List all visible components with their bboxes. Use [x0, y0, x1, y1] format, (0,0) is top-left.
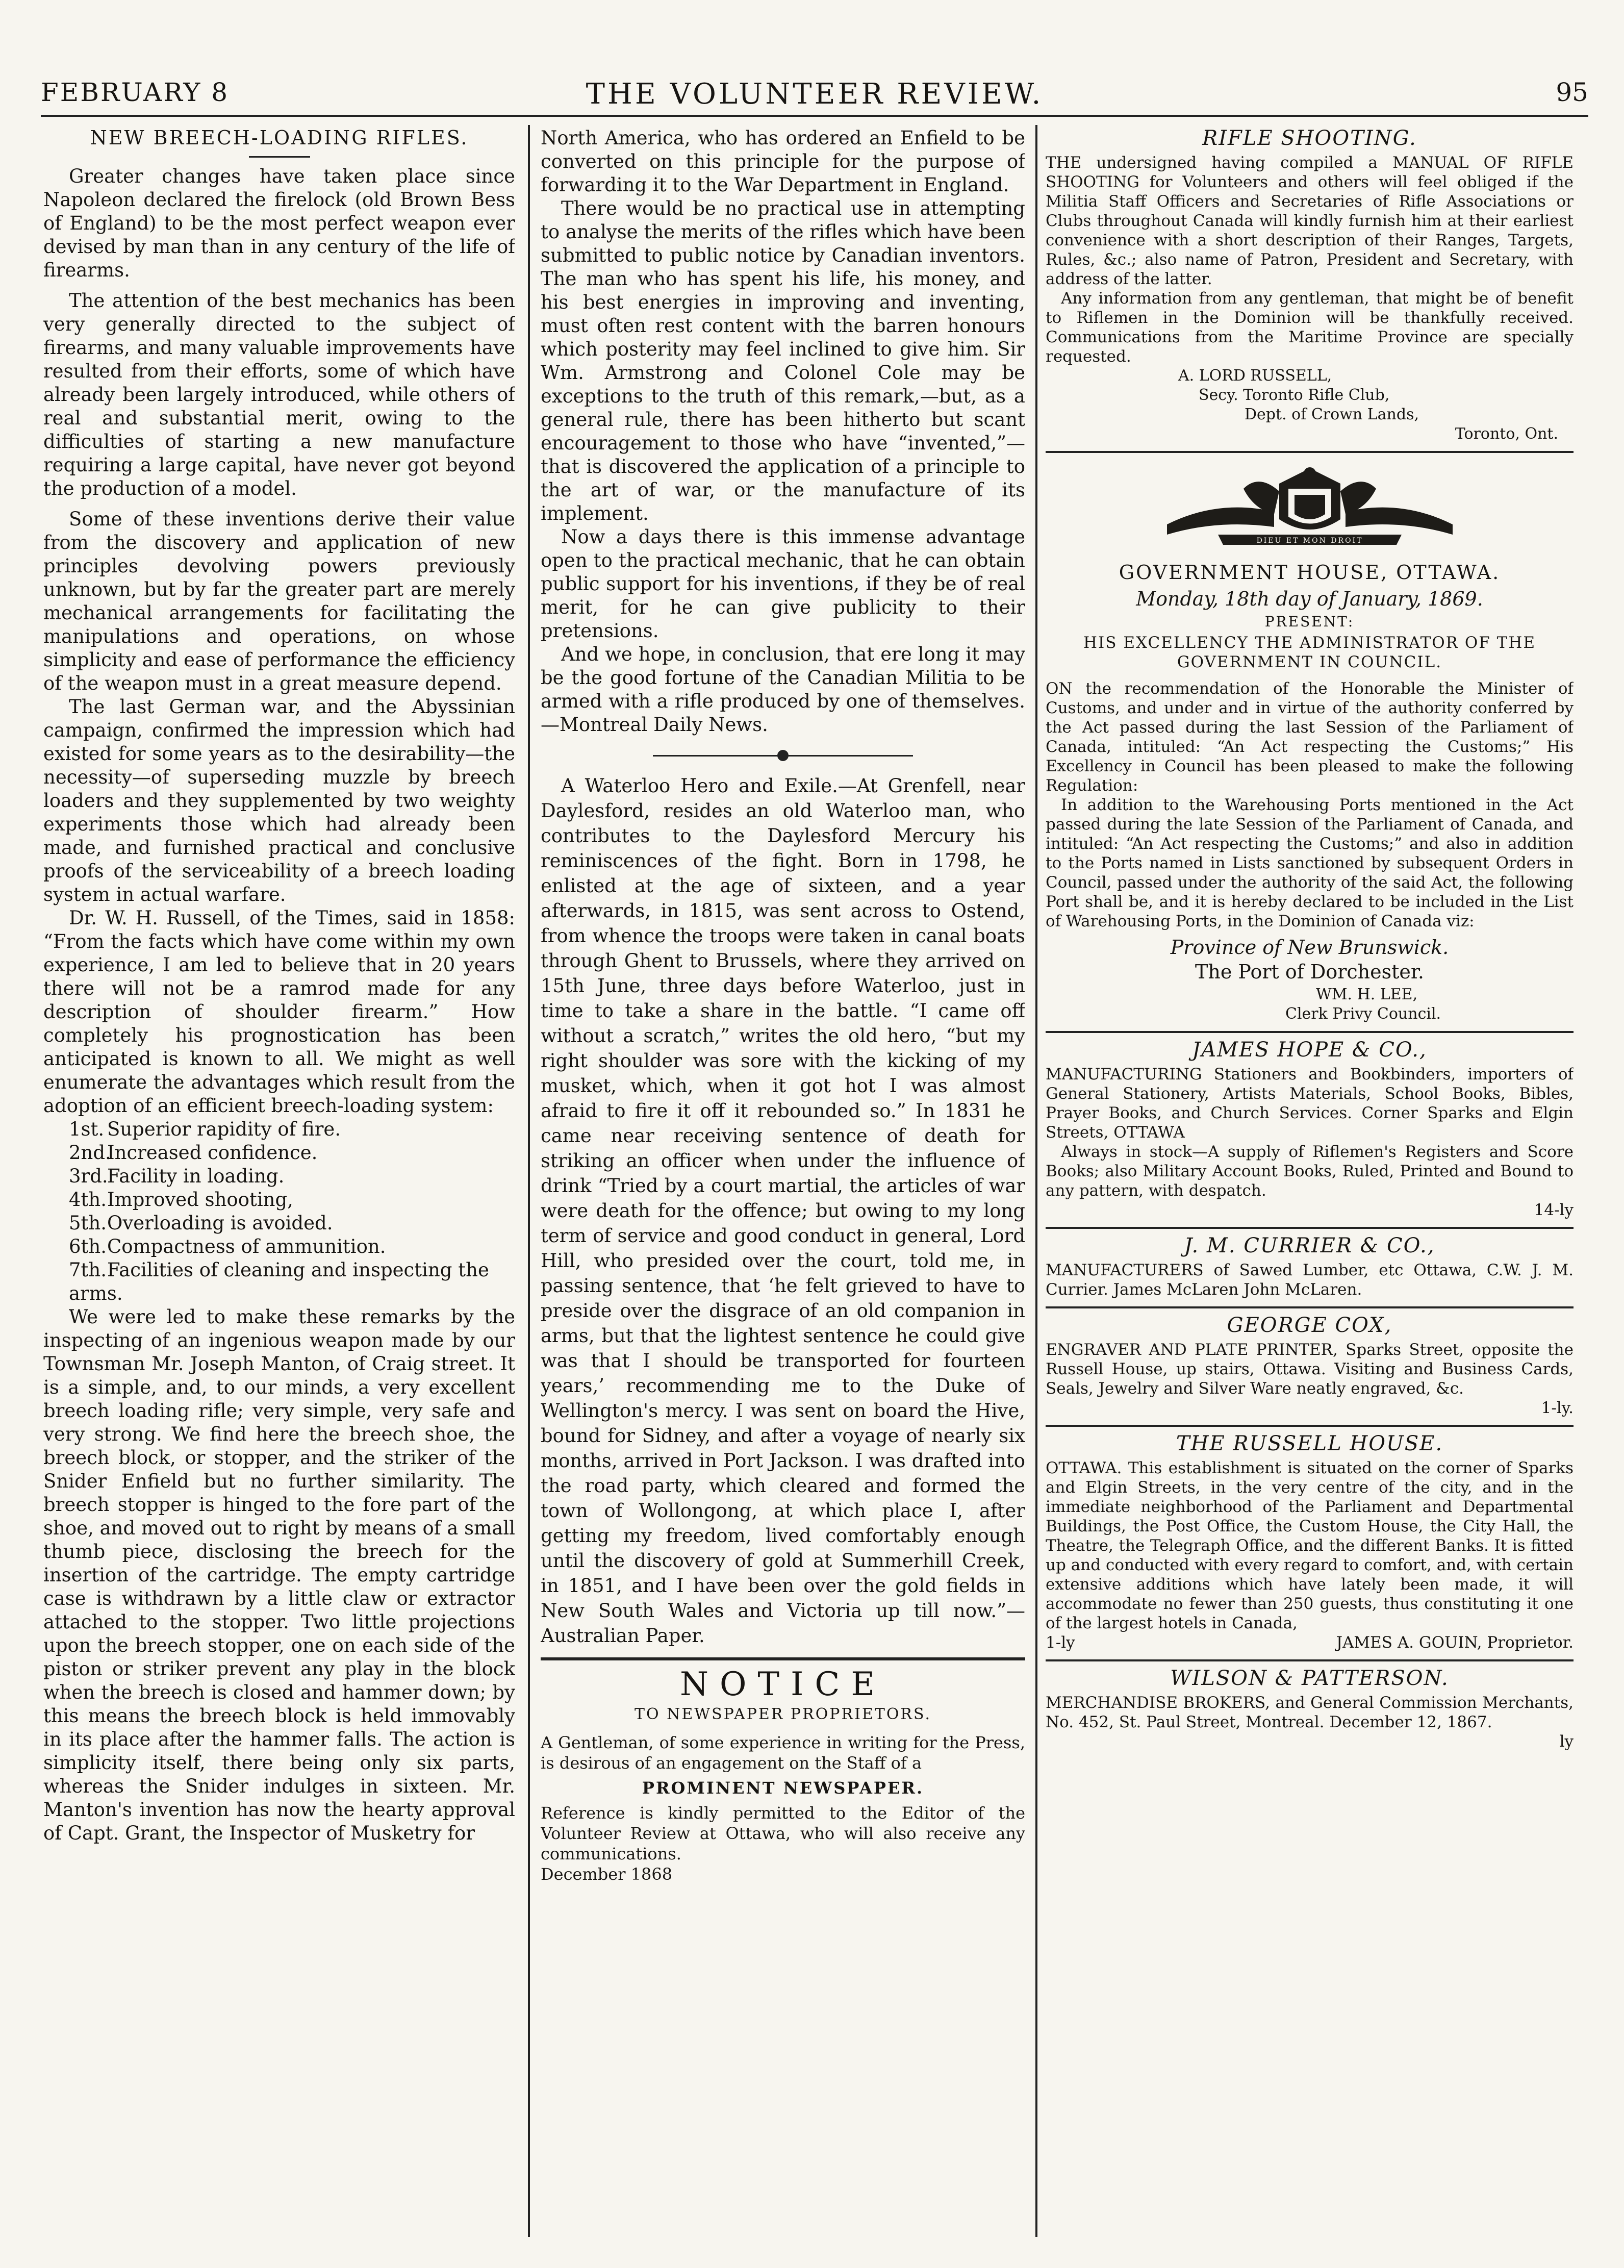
ad-title: J. M. CURRIER & CO.,: [1184, 1234, 1435, 1257]
notice-date: December 1868: [541, 1864, 673, 1884]
ad-russell-house: [1046, 1434, 1574, 1652]
ad-code: 1-ly.: [1541, 1399, 1574, 1417]
ad-body: THE undersigned having compiled a MANUAL OF RIFLE SHOOTING for Volunteers and others will feel obliged if the Militia Staff Officers and Secretaries of Rifle Associations or Clubs throughout Canada will kindly furnish him at their earliest convenience with a short description of their Ranges, Targets, Rules, &c.; also name of Patron, President and Secretary, with address of the latter.: [1046, 154, 1574, 288]
article-paragraph: Greater changes have taken place since Napoleon declared the firelock (old Brown Bess of England) to be the most perfect weapon ever devised by man than in any century of the life of firearms.: [43, 165, 515, 281]
list-item: 6th.Compactness of ammunition.: [69, 1236, 386, 1257]
page-header: [41, 66, 1588, 117]
ad-proprietor: JAMES A. GOUIN, Proprietor.: [1336, 1633, 1574, 1652]
column-2: [541, 127, 1025, 2233]
government-body: In addition to the Warehousing Ports mentioned in the Act passed during the late Session of the Parliament of Canada, and intituled: “An Act respecting the Customs;” and also in addition to the Ports named in Lists sanctioned by subsequent Orders in Council, passed under the authority of the said Act, the following Port shall be, and it is hereby declared to be included in the List of Warehousing Ports, in the Dominion of Canada viz:: [1046, 796, 1574, 930]
government-house-title: GOVERNMENT HOUSE, OTTAWA.: [1119, 561, 1501, 584]
ad-rule: [1046, 1659, 1574, 1661]
ad-signature: A. LORD RUSSELL, Secy. Toronto Rifle Club, Dept. of Crown Lands, Toronto, Ont.: [1178, 367, 1558, 443]
article-paragraph: Some of these inventions derive their value from the discovery and application of new principles devolving powers previously unknown, but by far the greater part are merely mechanical arrangements for facilitating the manipulations and operations, on whose simplicity and ease of performance the efficiency of the weapon must in a great measure depend.: [43, 508, 515, 694]
article-title-breech-loading: NEW BREECH-LOADING RIFLES.: [90, 127, 469, 149]
ad-title: GEORGE COX,: [1227, 1314, 1392, 1337]
province-name: Province of New Brunswick.: [1170, 936, 1449, 959]
article-paragraph: We were led to make these remarks by the inspecting of an ingenious weapon made by our Townsman Mr. Joseph Manton, of Craig street. It is a simple, and, to our minds, a very excellent breech loading rifle; very simple, very safe and very strong. We find here the breech shoe, the breech block, or stopper, and the striker of the Snider Enfield but no further similarity. The breech stopper is hinged to the fore part of the shoe, and moved out to right by means of a small thumb piece, disclosing the breech for the insertion of the cartridge. The empty cartridge case is withdrawn by a little claw or extractor attached to the stopper. Two little projections upon the breech stopper, one on each side of the piston or striker prevent any play in the block when the breech is closed and hammer down; by this means the breech block is held immovably in its place after the hammer falls. The action is simplicity itself, there being only six parts, whereas the Snider indulges in sixteen. Mr. Manton's invention has now the hearty approval of Capt. Grant, the Inspector of Musketry for: [43, 1306, 515, 1844]
notice-heading: NOTICE: [679, 1666, 886, 1703]
article-paragraph: The last German war, and the Abyssinian campaign, confirmed the impression which had existed for some years as to the desirability—the necessity—of superseding muzzle by breech loaders and they supplemented by two weighty experiments those which had already been made, and furnished practical and conclusive proofs of the serviceability of a breech loading system in actual warfare.: [43, 696, 515, 905]
column-divider-2: [1035, 125, 1037, 2237]
column-1: [43, 127, 515, 2233]
government-excellency: HIS EXCELLENCY THE ADMINISTRATOR OF THE GOVERNMENT IN COUNCIL.: [1083, 634, 1536, 671]
ad-rule: [1046, 1031, 1574, 1033]
notice-prominent: PROMINENT NEWSPAPER.: [642, 1778, 924, 1798]
port-name: The Port of Dorchester.: [1195, 961, 1424, 983]
ad-body: MANUFACTURING Stationers and Bookbinders, importers of General Stationery, Artists Materials, School Books, Bibles, Prayer Books, and Church Services. Corner Sparks and Elgin Streets, OTTAWA: [1046, 1065, 1574, 1142]
masthead-title: THE VOLUNTEER REVIEW.: [586, 78, 1044, 111]
ad-body: Always in stock—A supply of Riflemen's Registers and Score Books; also Military Account Books, Ruled, Printed and Bound to any pattern, with despatch.: [1046, 1143, 1574, 1200]
article-paragraph: Now a days there is this immense advantage open to the practical mechanic, that he can obtain public support for his inventions, if they be of real merit, for he can give publicity to their pretensions.: [541, 526, 1025, 642]
ad-code: 14-ly: [1534, 1201, 1574, 1219]
ad-title: RIFLE SHOOTING.: [1202, 127, 1417, 150]
notice-rule: [541, 1657, 1025, 1660]
list-item: 7th.Facilities of cleaning and inspecting the arms.: [69, 1259, 489, 1304]
svg-text:DIEU ET MON DROIT: DIEU ET MON DROIT: [1256, 537, 1363, 545]
ad-george-cox: [1046, 1316, 1574, 1418]
list-item: 2nd.Increased confidence.: [69, 1142, 318, 1164]
government-signature: WM. H. LEE, Clerk Privy Council.: [1285, 986, 1441, 1023]
article-paragraph: North America, who has ordered an Enfield to be converted on this principle for the purpose of forwarding it to the War Department in England.: [541, 127, 1025, 196]
ad-title: WILSON & PATTERSON.: [1170, 1667, 1449, 1690]
waterloo-article: A Waterloo Hero and Exile.—At Grenfell, near Daylesford, resides an old Waterloo man, who contributes to the Daylesford Mercury his reminiscences of the fight. Born in 1798, he enlisted at the age of sixteen, and a year afterwards, in 1815, was sent across to Ostend, from whence the troops were taken in canal boats through Ghent to Brussels, where they arrived on 15th June, three days before Waterloo, just in time to take a share in the battle. “I came off without a scratch,” writes the old hero, “but my right shoulder was sore with the kicking of my musket, which, when it got hot I was almost afraid to fire it off it rebounded so.” In 1831 he came near receiving sentence of death for striking an officer when under the influence of drink “Tried by a court martial, the articles of war were death for the offence; but owing to my long term of service and good conduct in general, Lord Hill, who presided over the court, told me, in passing sentence, that ‘he felt grieved to have to preside over the disgrace of an old companion in arms, but that the lightest sentence he could give was that I should be transported for fourteen years,’ recommending me to the Duke of Wellington's mercy. I was sent on board the Hive, bound for Sidney, and after a voyage of nearly six months, arrived in Port Jackson. I was drafted into the road party, which cleared and formed the town of Wollongong, at which place I, after getting my freedom, lived comfortably enough until the discovery of gold at Summerhill Creek, in 1851, and I have been over the gold fields in New South Wales and Victoria up till now.”—Australian Paper.: [541, 775, 1025, 1647]
notice-subheading: TO NEWSPAPER PROPRIETORS.: [634, 1705, 932, 1723]
column-divider-1: [528, 125, 530, 2237]
ad-wilson-patterson: [1046, 1669, 1574, 1751]
notice-body: A Gentleman, of some experience in writing for the Press, is desirous of an engagement on the Staff of a: [541, 1733, 1025, 1773]
ad-body: OTTAWA. This establishment is situated on the corner of Sparks and Elgin Streets, in the very centre of the city, and in the immediate neighborhood of the Parliament and Departmental Buildings, the Post Office, the Custom House, the City Hall, the Theatre, the Telegraph Office, and the different Banks. It is fitted up and conducted with every regard to comfort, and, with certain extensive additions which have lately been made, it will accommodate no fewer than 250 guests, thus constituting it one of the largest hotels in Canada,: [1046, 1459, 1574, 1632]
ad-code: ly: [1559, 1732, 1574, 1751]
royal-coat-of-arms-icon: [1157, 463, 1463, 550]
column-3: [1046, 127, 1574, 2233]
ad-body: MERCHANDISE BROKERS, and General Commission Merchants, No. 452, St. Paul Street, Montreal. December 12, 1867.: [1046, 1694, 1574, 1731]
government-body: ON the recommendation of the Honorable the Minister of Customs, and under and in virtue of the authority conferred by the Act passed during the last Session of the Parliament of Canada, intituled: “An Act respecting the Customs;” His Excellency in Council has been pleased to make the following Regulation:: [1046, 679, 1574, 795]
list-item: 1st. Superior rapidity of fire.: [69, 1118, 341, 1140]
ad-james-hope: [1046, 1040, 1574, 1220]
government-present: PRESENT:: [1264, 613, 1355, 630]
list-item: 5th.Overloading is avoided.: [69, 1212, 333, 1234]
ad-code: 1-ly: [1046, 1633, 1075, 1652]
ad-rule: [1046, 1227, 1574, 1229]
title-rule: [249, 156, 310, 158]
ad-rule: [1046, 451, 1574, 453]
ad-body: MANUFACTURERS of Sawed Lumber, etc Ottawa, C.W. J. M. Currier. James McLaren John McLaren.: [1046, 1261, 1574, 1299]
article-paragraph: Dr. W. H. Russell, of the Times, said in 1858: “From the facts which have come within my own experience, I am led to believe that in 20 years there will not be a ramrod made for any description of shoulder firearm.” How completely his prognostication has been anticipated is known to all. We might as well enumerate the advantages which result from the adoption of an efficient breech-loading system:: [43, 907, 515, 1117]
ad-body: Any information from any gentleman, that might be of benefit to Riflemen in the Dominion will be thankfully received. Communications from the Maritime Province are specially requested.: [1046, 289, 1574, 366]
article-divider: [541, 745, 1025, 765]
page-number: 95: [1556, 78, 1588, 107]
ad-title: JAMES HOPE & CO.,: [1192, 1038, 1427, 1062]
ad-rule: [1046, 1425, 1574, 1427]
ad-body: ENGRAVER AND PLATE PRINTER, Sparks Street, opposite the Russell House, up stairs, Ottawa. Visiting and Business Cards, Seals, Jewelry and Silver Ware neatly engraved, &c.: [1046, 1341, 1574, 1398]
ad-rule: [1046, 1306, 1574, 1308]
issue-date: FEBRUARY 8: [41, 78, 230, 107]
article-paragraph: The attention of the best mechanics has been very generally directed to the subject of firearms, and many valuable improvements have resulted from their efforts, some of which have already been largely introduced, while others of real and substantial merit, owing to the difficulties of starting a new manufacture requiring a large capital, have never got beyond the production of a model.: [43, 290, 515, 499]
list-item: 3rd.Facility in loading.: [69, 1165, 285, 1187]
ad-rifle-shooting: [1046, 129, 1574, 444]
ad-currier: [1046, 1236, 1574, 1299]
government-date: Monday, 18th day of January, 1869.: [1136, 588, 1483, 610]
ad-title: THE RUSSELL HOUSE.: [1176, 1432, 1443, 1455]
list-item: 4th.Improved shooting,: [69, 1189, 293, 1211]
notice-reference: Reference is kindly permitted to the Editor of the Volunteer Review at Ottawa, who will also receive any communications.: [541, 1803, 1025, 1863]
article-paragraph: And we hope, in conclusion, that ere long it may be the good fortune of the Canadian Militia to be armed with a rifle produced by one of themselves.—Montreal Daily News.: [541, 643, 1025, 736]
advantages-list: [43, 1118, 515, 1305]
article-paragraph: There would be no practical use in attempting to analyse the merits of the rifles which have been submitted to public notice by Canadian inventors. The man who has spent his life, his money, and his best energies in improving and inventing, must often rest content with the barren honours which posterity may feel inclined to give him. Sir Wm. Armstrong and Colonel Cole may be exceptions to the truth of this remark,—but, as a general rule, there has been hitherto but scant encouragement to those who have “invented,”—that is discovered the application of a principle to the art of war, or the manufacture of its implement.: [541, 197, 1025, 524]
